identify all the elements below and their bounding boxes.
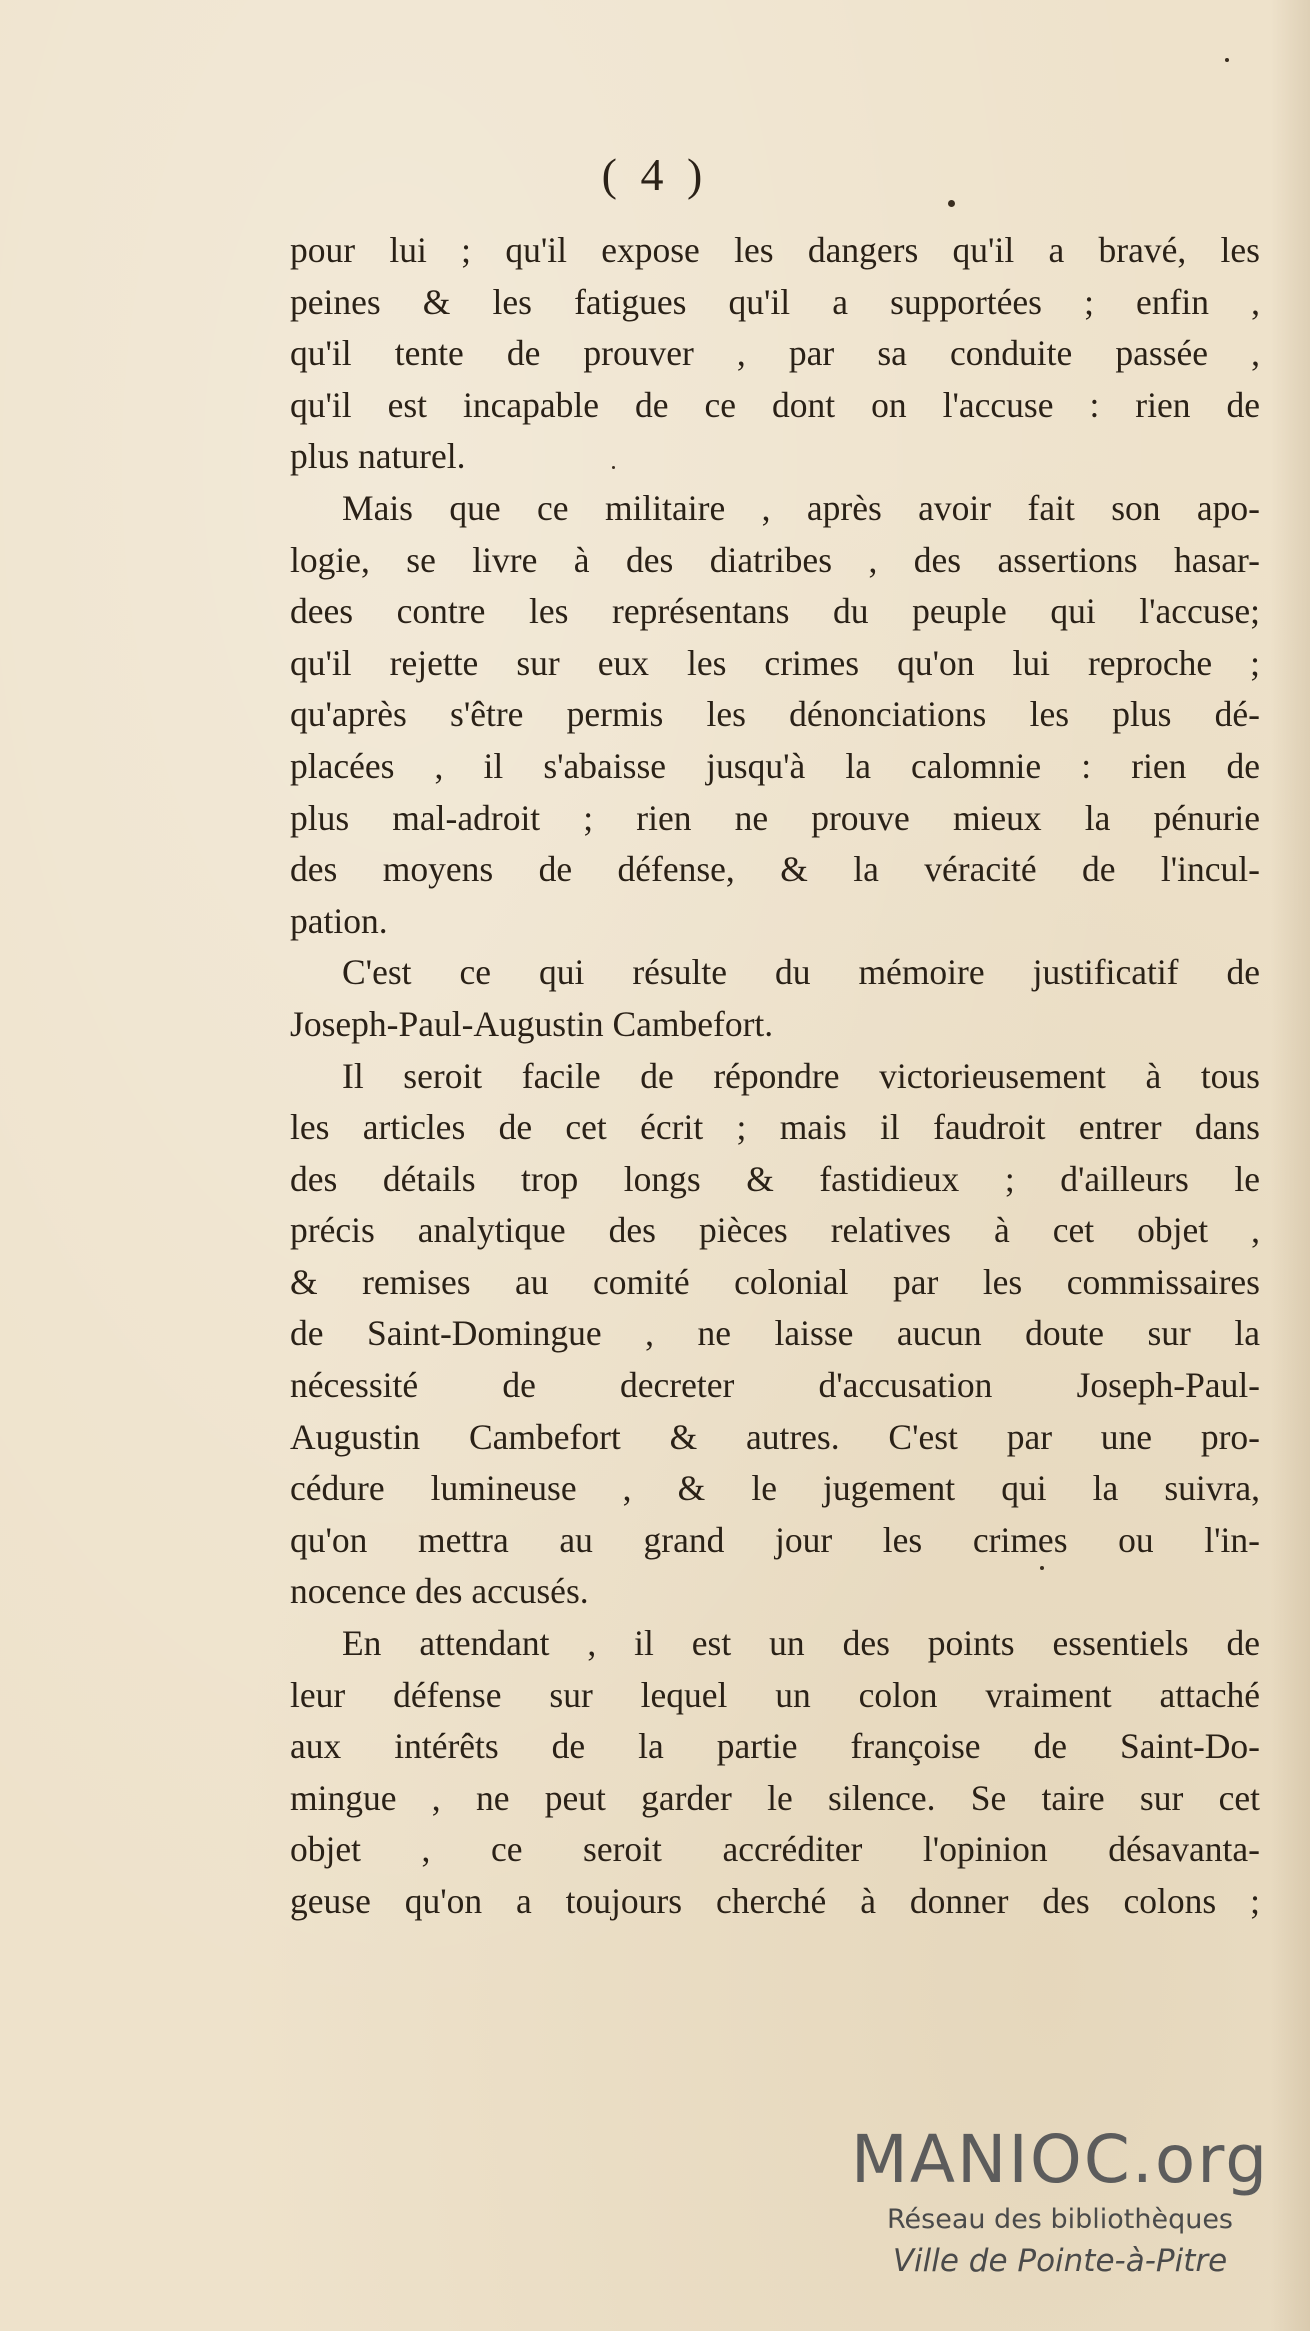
text-line: dees contre les représentans du peuple qui l'accuse; [290, 591, 1260, 632]
page-edge-shadow [1270, 0, 1310, 2331]
text-line: précis analytique des pièces relatives à cet objet , [290, 1210, 1260, 1251]
text-line: qu'après s'être permis les dénonciations les plus dé- [290, 694, 1260, 735]
text-line: aux intérêts de la partie françoise de Saint-Do- [290, 1726, 1260, 1767]
page-number: ( 4 ) [601, 149, 709, 200]
text-line: En attendant , il est un des points essentiels de [342, 1623, 1260, 1664]
watermark-library-label: Ville de Pointe-à-Pitre [892, 2243, 1228, 2279]
text-line: Augustin Cambefort & autres. C'est par une pro- [290, 1416, 1260, 1457]
text-line: cédure lumineuse , & le jugement qui la suivra, [290, 1468, 1260, 1509]
text-line: qu'il est incapable de ce dont on l'accuse : rien de [290, 384, 1260, 425]
text-line: Joseph-Paul-Augustin Cambefort. [290, 1003, 774, 1044]
text-line: peines & les fatigues qu'il a supportées ; enfin , [290, 281, 1260, 322]
text-line: Mais que ce militaire , après avoir fait son apo- [342, 487, 1260, 528]
text-line: objet , ce seroit accréditer l'opinion désavanta- [290, 1829, 1260, 1870]
text-line: des moyens de défense, & la véracité de l'incul- [290, 849, 1260, 890]
paper-speck [1225, 58, 1229, 62]
text-line: leur défense sur lequel un colon vraiment attaché [290, 1674, 1260, 1715]
text-line: pour lui ; qu'il expose les dangers qu'il a bravé, les [290, 230, 1260, 270]
text-line: les articles de cet écrit ; mais il faudroit entrer dans [290, 1107, 1260, 1148]
paper-speck [612, 466, 615, 469]
text-line: C'est ce qui résulte du mémoire justificatif de [342, 952, 1260, 993]
text-line: qu'il rejette sur eux les crimes qu'on lui reproche ; [290, 642, 1260, 683]
text-line: geuse qu'on a toujours cherché à donner des colons ; [290, 1881, 1260, 1921]
paper-speck [1040, 1566, 1044, 1570]
watermark-network-label: Réseau des bibliothèques [886, 2204, 1234, 2235]
text-line: mingue , ne peut garder le silence. Se taire sur cet [290, 1777, 1260, 1818]
text-line: de Saint-Domingue , ne laisse aucun doute sur la [290, 1313, 1260, 1354]
paper-speck [948, 200, 955, 207]
text-line: logie, se livre à des diatribes , des assertions hasar- [290, 539, 1260, 580]
text-line: plus mal-adroit ; rien ne prouve mieux la pénurie [290, 797, 1260, 838]
text-line: qu'il tente de prouver , par sa conduite passée , [290, 333, 1260, 374]
manioc-logo-mark: MANIOC.org [850, 2121, 1270, 2198]
text-line: nécessité de decreter d'accusation Joseph-Paul- [290, 1365, 1260, 1406]
text-line: nocence des accusés. [290, 1571, 589, 1612]
text-line: Il seroit facile de répondre victorieusement à tous [342, 1055, 1260, 1096]
body-text [290, 225, 1260, 1928]
text-line: & remises au comité colonial par les commissaires [290, 1261, 1260, 1302]
text-line: qu'on mettra au grand jour les crimes ou l'in- [290, 1519, 1260, 1560]
text-line: pation. [290, 900, 388, 941]
text-line: des détails trop longs & fastidieux ; d'ailleurs le [290, 1158, 1260, 1199]
text-line: plus naturel. [290, 436, 466, 477]
watermark-logo [830, 2120, 1290, 2282]
text-line: placées , il s'abaisse jusqu'à la calomnie : rien de [290, 745, 1260, 786]
